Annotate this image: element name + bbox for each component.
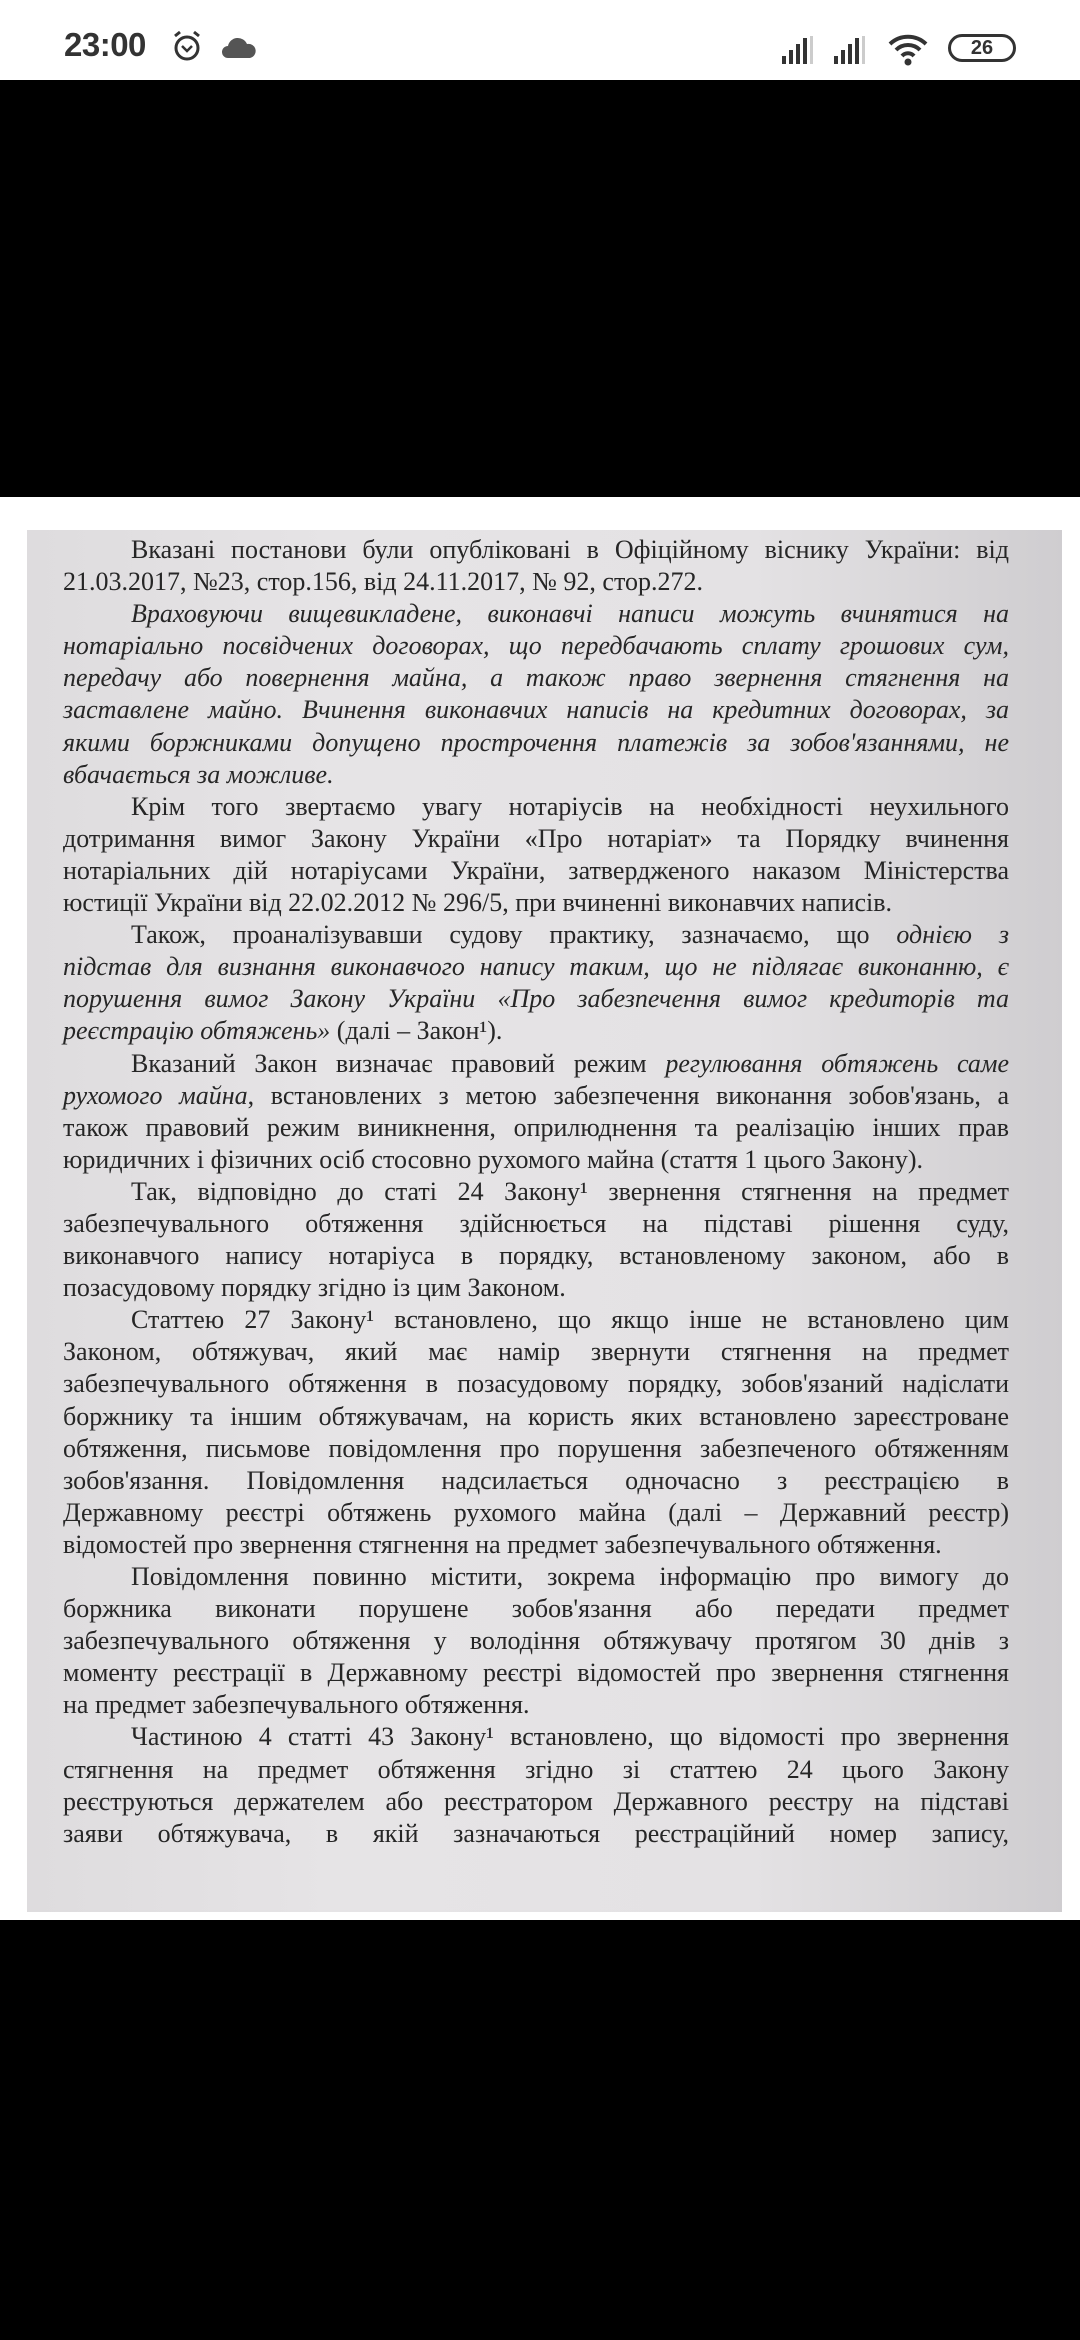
paragraph-first-line [63,534,1009,566]
doc-line [63,694,1009,726]
text: , встановлених з метою забезпечення виконання зобов'язань, а [247,1080,1010,1110]
paragraph-first-line [63,598,1009,630]
doc-line [63,1529,1009,1561]
doc-line [63,855,1009,887]
text: Частиною 4 статті 43 Закону¹ встановлено, що відомості про звернення [131,1722,1009,1752]
italic-text: реєстрацію обтяжень» [63,1016,331,1046]
text: реєструються держателем або реєстратором Державного реєстру на підставі [63,1786,1009,1816]
text: виконавчого напису нотаріуса в порядку, встановленому законом, або в [63,1241,1009,1271]
battery-icon: 26 [948,34,1016,62]
italic-text: якими боржниками допущено прострочення платежів за зобов'язаннями, не [63,727,1009,757]
text: Державному реєстрі обтяжень рухомого майна (далі – Державний реєстр) [63,1497,1009,1527]
doc-line [63,1657,1009,1689]
paragraph-first-line [63,1721,1009,1753]
doc-line [63,1272,1009,1304]
doc-line [63,1818,1009,1850]
doc-line [63,1433,1009,1465]
doc-line [63,662,1009,694]
doc-line [63,1497,1009,1529]
text: стягнення на предмет обтяження згідно зі статтею 24 цього Закону [63,1754,1009,1784]
text: Так, відповідно до статі 24 Закону¹ звернення стягнення на предмет [131,1176,1009,1206]
doc-line [63,1465,1009,1497]
doc-line [63,1786,1009,1818]
paragraph-first-line [63,1176,1009,1208]
alarm-icon [172,30,202,62]
text: Законом, обтяжувач, який має намір звернути стягнення на предмет [63,1337,1009,1367]
text: позасудовому порядку згідно із цим Законом. [63,1273,566,1303]
cloud-icon [222,36,256,58]
signal-icon [780,36,814,64]
document-photo [27,530,1062,1912]
doc-line [63,1336,1009,1368]
text: моменту реєстрації в Державному реєстрі відомостей про звернення стягнення [63,1658,1009,1688]
text: боржнику та іншим обтяжувачам, на користь яких встановлено зареєстроване [63,1401,1009,1431]
doc-line [63,630,1009,662]
doc-line [63,1144,1009,1176]
text: 21.03.2017, №23, стор.156, від 24.11.2017, № 92, стор.272. [63,567,703,597]
status-time: 23:00 [64,26,146,63]
text: також правовий режим виникнення, оприлюднення та реалізацію інших прав [63,1112,1009,1142]
paragraph-first-line [63,1048,1009,1080]
italic-text: Враховуючи вищевикладене, виконавчі написи можуть вчинятися на [131,599,1009,629]
text: боржника виконати порушене зобов'язання або передати предмет [63,1594,1009,1624]
text: дотримання вимог Закону України «Про нотаріат» та Порядку вчинення [63,823,1009,853]
text: на предмет забезпечувального обтяження. [63,1690,530,1720]
text: Статтею 27 Закону¹ встановлено, що якщо інше не встановлено цим [131,1305,1009,1335]
doc-line [63,1015,1009,1047]
doc-line [63,1754,1009,1786]
doc-line [63,1368,1009,1400]
italic-text: передачу або повернення майна, а також право звернення стягнення на [63,663,1009,693]
doc-line [63,1593,1009,1625]
doc-line [63,1080,1009,1112]
text: відомостей про звернення стягнення на предмет забезпечувального обтяження. [63,1529,942,1559]
paragraph-first-line [63,1561,1009,1593]
doc-line [63,1240,1009,1272]
text: (далі – Закон¹). [330,1016,503,1046]
italic-text: рухомого майна [63,1080,248,1110]
text: зобов'язання. Повідомлення надсилається одночасно з реєстрацією в [63,1465,1009,1495]
doc-line [63,759,1009,791]
italic-text: однією з [896,920,1009,950]
document-text [63,534,1009,1850]
text: Вказані постанови були опубліковані в Офіційному віснику України: від [131,535,1009,564]
text: забезпечувального обтяження у володіння обтяжувачу протягом 30 днів з [63,1626,1009,1656]
doc-line [63,1625,1009,1657]
doc-line [63,727,1009,759]
paragraph-first-line [63,1304,1009,1336]
italic-text: порушення вимог Закону України «Про забезпечення вимог кредиторів та [63,984,1009,1014]
doc-line [63,1401,1009,1433]
text: Також, проаналізувавши судову практику, зазначаємо, що [131,920,897,950]
text: забезпечувального обтяження в позасудовому порядку, зобов'язаний надіслати [63,1369,1009,1399]
status-bar [0,0,1080,80]
doc-line [63,1208,1009,1240]
paragraph-first-line [63,791,1009,823]
doc-line [63,823,1009,855]
text: Повідомлення повинно містити, зокрема інформацію про вимогу до [131,1562,1009,1591]
text: Крім того звертаємо увагу нотаріусів на необхідності неухильного [131,791,1009,821]
text: забезпечувального обтяження здійснюється на підставі рішення суду, [63,1208,1009,1238]
text: юридичних і фізичних осіб стосовно рухомого майна (стаття 1 цього Закону). [63,1144,923,1174]
italic-text: нотаріально посвідчених договорах, що передбачають сплату грошових сум, [63,631,1009,661]
italic-text: заставлене майно. Вчинення виконавчих написів на кредитних договорах, за [63,695,1009,725]
text: юстиції України від 22.02.2012 № 296/5, при вчиненні виконавчих написів. [63,888,893,918]
text: нотаріальних дій нотаріусами України, затвердженого наказом Міністерства [63,855,1009,885]
doc-line [63,983,1009,1015]
text: заяви обтяжувача, в якій зазначаються реєстраційний номер запису, [63,1818,1009,1848]
italic-text: регулювання обтяжень саме [665,1048,1009,1078]
signal-icon [832,36,866,64]
doc-line [63,887,1009,919]
doc-line [63,1689,1009,1721]
paragraph-first-line [63,919,1009,951]
doc-line [63,951,1009,983]
italic-text: підстав для визнання виконавчого напису таким, що не підлягає виконанню, є [63,952,1009,982]
doc-line [63,566,1009,598]
text: обтяження, письмове повідомлення про порушення забезпеченого обтяженням [63,1433,1009,1463]
italic-text: вбачається за можливе. [63,759,334,789]
doc-line [63,1112,1009,1144]
text: Вказаний Закон визначає правовий режим [131,1048,666,1078]
wifi-icon [888,32,928,66]
